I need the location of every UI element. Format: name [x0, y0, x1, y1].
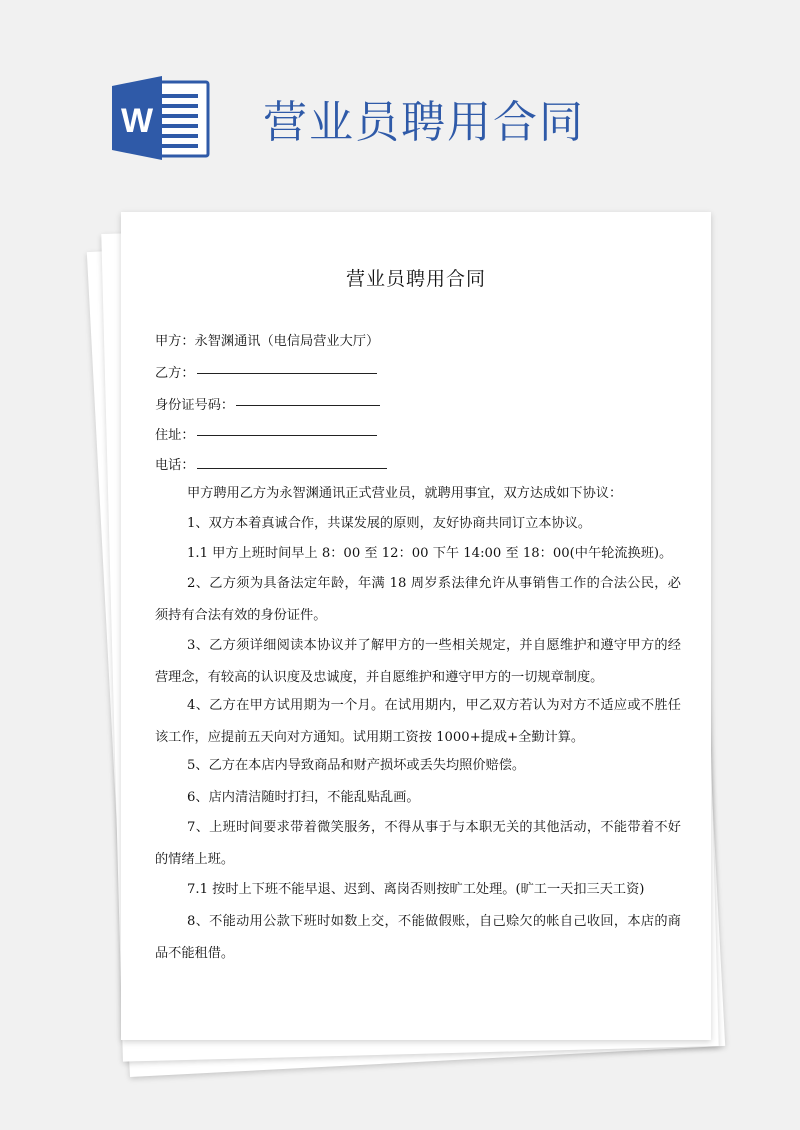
banner — [0, 0, 800, 200]
paragraph: 6、店内清洁随时打扫，不能乱贴乱画。 — [187, 790, 420, 805]
paragraph: 7.1 按时上下班不能早退、迟到、离岗否则按旷工处理。(旷工一天扣三天工资) — [187, 882, 645, 897]
paragraph: 4、乙方在甲方试用期为一个月。在试用期内，甲乙双方若认为对方不适应或不胜任该工作，应提前五天向对方通知。试用期工资按 1000+提成+全勤计算。 — [155, 698, 681, 745]
address-line — [155, 424, 377, 443]
id-number-label: 身份证号码： — [155, 398, 235, 413]
paragraph: 3、乙方须详细阅读本协议并了解甲方的一些相关规定，并自愿维护和遵守甲方的经营理念，有较高的认识度及忠诚度，并自愿维护和遵守甲方的一切规章制度。 — [155, 638, 681, 685]
banner-title: 营业员聘用合同 — [263, 97, 585, 148]
document-title: 营业员聘用合同 — [345, 268, 486, 290]
party-b-blank — [197, 373, 377, 374]
party-b-line — [155, 362, 377, 381]
id-number-line — [155, 394, 380, 413]
paragraph: 8、不能动用公款下班时如数上交，不能做假账，自己赊欠的帐自己收回，本店的商品不能租借。 — [155, 914, 681, 961]
id-number-blank — [236, 405, 380, 406]
paragraph: 甲方聘用乙方为永智渊通讯正式营业员，就聘用事宜，双方达成如下协议： — [187, 486, 623, 501]
phone-line — [155, 454, 387, 473]
party-b-label: 乙方： — [155, 366, 195, 381]
party-a-line: 甲方：永智渊通讯（电信局营业大厅） — [155, 334, 380, 349]
word-document-icon — [112, 76, 212, 160]
paragraph: 5、乙方在本店内导致商品和财产损坏或丢失均照价赔偿。 — [187, 758, 526, 773]
address-label: 住址： — [155, 428, 195, 443]
document-page — [121, 212, 711, 1040]
paragraph: 1、双方本着真诚合作，共谋发展的原则，友好协商共同订立本协议。 — [187, 516, 592, 531]
paragraph: 7、上班时间要求带着微笑服务，不得从事于与本职无关的其他活动，不能带着不好的情绪上班。 — [155, 820, 681, 867]
paragraph: 2、乙方须为具备法定年龄，年满 18 周岁系法律允许从事销售工作的合法公民，必须持有合法有效的身份证件。 — [155, 576, 681, 623]
phone-blank — [197, 454, 387, 469]
svg-text:W: W — [120, 102, 154, 140]
address-blank — [197, 435, 377, 436]
paragraph: 1.1 甲方上班时间早上 8：00 至 12：00 下午 14:00 至 18：00(中午轮流换班)。 — [187, 546, 673, 561]
phone-label: 电话： — [155, 458, 195, 473]
